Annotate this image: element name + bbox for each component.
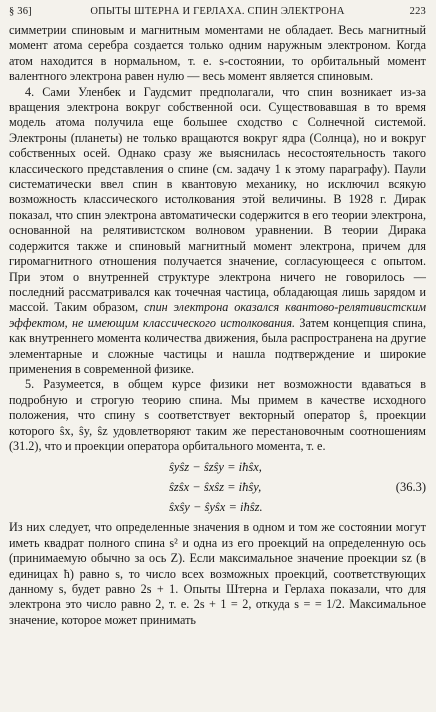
page-number: 223: [409, 6, 426, 17]
equation-number: (36.3): [395, 480, 426, 495]
section-marker: § 36]: [9, 6, 32, 17]
equation-line: ŝyŝz − ŝzŝy = iħŝx,: [169, 460, 262, 475]
equation-line: ŝxŝy − ŝyŝx = iħŝz.: [169, 500, 263, 515]
paragraph-4-text-a: 4. Сами Уленбек и Гаудсмит предполагали, что спин возникает из-за вращения электрона вокруг собственной оси. Существовавшая в то время модель атома получила еще большее сходство с Солнечной системой. Электроны (планеты) не только вращаются вокруг ядра (Солнца), но и вокруг собственных осей. Однако сразу же выяснилась несостоятельность такого классического представления о спине (см. задачу 1 к этому параграфу). Паули систематически ввел спин в квантовую механику, но исключил всякую возможность классического истолкования этой величины. В 1928 г. Дирак показал, что спин электрона автоматически содержится в его теории электрона, основанной на релятивистском волновом уравнении. В теории Дирака содержится также и спиновый магнитный момент электрона, причем для гиромагнитного отношения получается значение, согласующееся с опытом. При этом о внутренней структуре электрона ничего не говорилось — последний рассматривался как точечная частица, обладающая лишь зарядом и массой. Таким образом,: [9, 84, 426, 315]
running-header: [9, 3, 426, 19]
page-body: [9, 23, 426, 628]
running-title: ОПЫТЫ ШТЕРНА И ГЕРЛАХА. СПИН ЭЛЕКТРОНА: [90, 6, 345, 17]
equation-block: [9, 457, 426, 517]
paragraph-4-emphasis: спин электрона оказался квантово-релятивистским эффектом, не имеющим классического истолкования.: [9, 300, 426, 330]
equation-line: ŝzŝx − ŝxŝz = iħŝy,: [169, 480, 262, 495]
paragraph-4: [9, 85, 426, 378]
paragraph-continued: симметрии спиновым и магнитным моментами не обладает. Весь магнитный момент атома серебра создается только одним наружным электроном. Когда атом находится в нормальном, т. е. s-состоянии, то орбитальный момент валентного электрона равен нулю — весь момент является спиновым.: [9, 23, 426, 84]
paragraph-4-text-b: Затем концепция спина, как внутреннего момента количества движения, была распространена на другие элементарные и сложные частицы и нашла подтверждение и широкие применения в современной физике.: [9, 315, 426, 376]
paragraph-after-equation: Из них следует, что определенные значения в одном и том же состоянии могут иметь квадрат полного спина s² и одна из его проекций на определенную ось (принимаемую обычно за ось Z). Если максимальное значение проекции sz (в единицах ħ) равно s, то число всех возможных проекций, соответствующих данному s, будет равно 2s + 1. Опыты Штерна и Герлаха показали, что для электрона это число равно 2, т. е. 2s + 1 = 2, откуда s = = 1/2. Максимальное значение, которое может принимать: [9, 520, 426, 627]
paragraph-5: 5. Разумеется, в общем курсе физики нет возможности вдаваться в подробную и строгую теорию спина. Мы примем в качестве исходного положения, что спину s соответствует векторный оператор ŝ, проекции которого ŝx, ŝy, ŝz удовлетворяют таким же перестановочным соотношениям (31.2), что и проекции оператора орбитального момента, т. е.: [9, 377, 426, 453]
equation-lines: [169, 457, 263, 517]
